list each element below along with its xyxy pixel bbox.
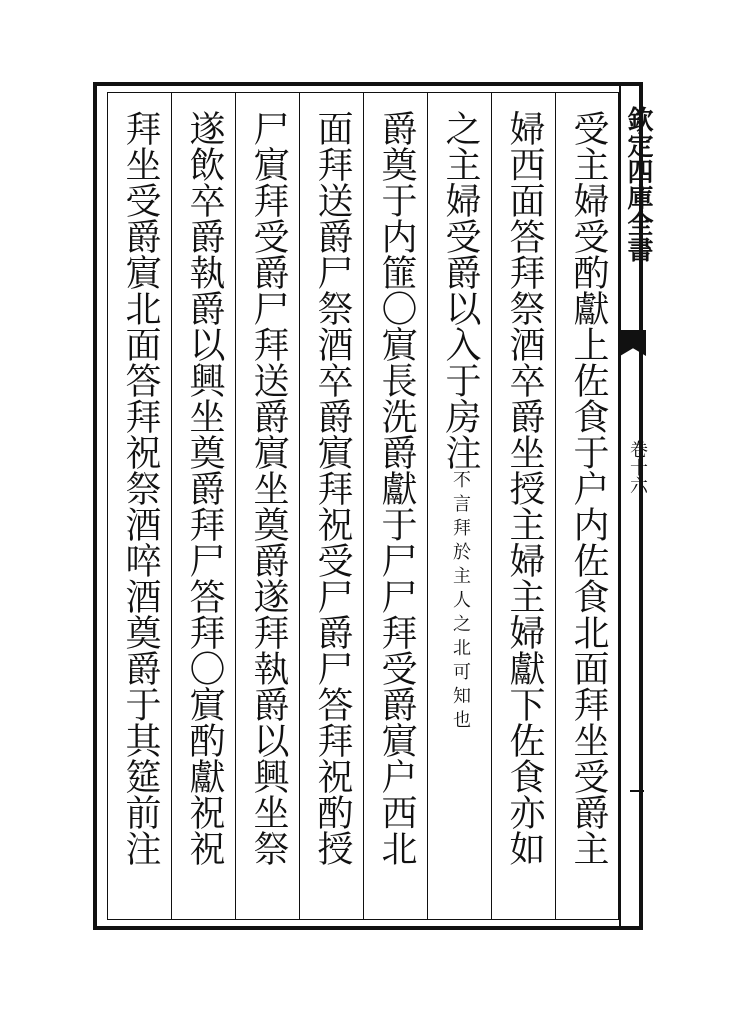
column-divider	[427, 92, 428, 920]
page-mark	[630, 790, 644, 792]
column-3-note: 不言拜於主人之北可知也	[450, 470, 471, 734]
book-title: 欽定四庫全書	[623, 106, 653, 262]
gutter-line	[619, 82, 621, 930]
juan-label: 卷十六	[627, 440, 648, 494]
text-column-1: 受主婦受酌獻上佐食于户内佐食北面拜坐受爵主	[568, 110, 609, 866]
column-divider	[171, 92, 172, 920]
text-column-6: 尸賔拜受爵尸拜送爵賔坐奠爵遂拜執爵以興坐祭	[248, 110, 289, 866]
column-divider	[235, 92, 236, 920]
column-divider	[491, 92, 492, 920]
text-column-3	[440, 110, 480, 910]
text-column-4: 爵奠于内篚〇賔長洗爵獻于尸尸拜受爵賔户西北	[376, 110, 417, 866]
column-divider	[363, 92, 364, 920]
text-column-8: 拜坐受爵賔北面答拜祝祭酒啐酒奠爵于其筵前注	[120, 110, 161, 866]
column-divider	[555, 92, 556, 920]
text-column-7: 遂飲卒爵執爵以興坐奠爵拜尸答拜〇賔酌獻祝祝	[184, 110, 225, 866]
column-3-main: 之主婦受爵以入于房注	[440, 110, 481, 470]
column-divider	[299, 92, 300, 920]
text-column-2: 婦西面答拜祭酒卒爵坐授主婦主婦獻下佐食亦如	[504, 110, 545, 866]
text-column-5: 面拜送爵尸祭酒卒爵賔拜祝受尸爵尸答拜祝酌授	[312, 110, 353, 866]
